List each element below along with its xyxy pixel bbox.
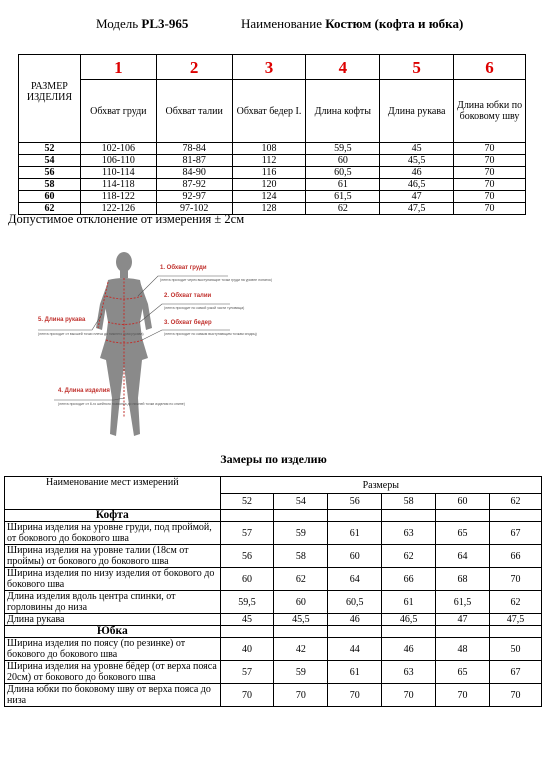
measure-value: 58	[274, 545, 328, 568]
measure-value: 45,5	[274, 614, 328, 626]
size-row	[19, 155, 526, 167]
model-label: Модель	[96, 16, 139, 31]
value-cell: 81-87	[156, 155, 232, 167]
value-cell: 46	[380, 167, 454, 179]
col-number: 5	[380, 55, 454, 80]
value-cell: 120	[232, 179, 306, 191]
measure-row	[5, 522, 542, 545]
measure-value: 40	[220, 638, 274, 661]
size-row	[19, 143, 526, 155]
col-number: 2	[156, 55, 232, 80]
value-cell: 47,5	[380, 203, 454, 215]
value-cell: 60	[306, 155, 380, 167]
measure-row	[5, 591, 542, 614]
value-cell: 62	[306, 203, 380, 215]
measure-value: 60,5	[328, 591, 382, 614]
group-label: Юбка	[5, 626, 221, 638]
measurement-figure	[30, 248, 273, 444]
measure-value: 57	[220, 661, 274, 684]
name-value: Костюм (кофта и юбка)	[325, 16, 464, 31]
measure-value: 62	[274, 568, 328, 591]
measure-value: 62	[382, 545, 436, 568]
measure-value: 63	[382, 522, 436, 545]
measure-value: 46	[382, 638, 436, 661]
measure-value: 47,5	[490, 614, 542, 626]
measure-value: 60	[274, 591, 328, 614]
col-number: 6	[454, 55, 526, 80]
measure-value: 59	[274, 661, 328, 684]
measure-row	[5, 661, 542, 684]
measure-row	[5, 614, 542, 626]
measure-value: 56	[220, 545, 274, 568]
value-cell: 114-118	[80, 179, 156, 191]
empty-cell	[436, 626, 490, 638]
group-label: Кофта	[5, 510, 221, 522]
label-length: 4. Длина изделия	[58, 388, 110, 394]
measure-value: 65	[436, 522, 490, 545]
measure-value: 60	[220, 568, 274, 591]
measure-value: 66	[382, 568, 436, 591]
value-cell: 45	[380, 143, 454, 155]
value-cell: 70	[454, 203, 526, 215]
label-waist-note: (лента проходит по самой узкой части туловища)	[164, 306, 245, 310]
measure-value: 44	[328, 638, 382, 661]
size-cell: 60	[19, 191, 81, 203]
name-label: Наименование	[241, 16, 322, 31]
measure-name-header-text: Наименование мест измерений	[46, 477, 179, 488]
col-header: Обхват бедер I.	[232, 80, 306, 143]
value-cell: 110-114	[80, 167, 156, 179]
size-header: 62	[490, 494, 542, 510]
col-header: Длина юбки по боковому шву	[454, 80, 526, 143]
measure-name: Ширина изделия по низу изделия от бокового до бокового шва	[5, 568, 221, 591]
size-cell: 62	[19, 203, 81, 215]
value-cell: 78-84	[156, 143, 232, 155]
size-header: 60	[436, 494, 490, 510]
measure-sizes-header: Размеры	[220, 477, 541, 494]
measure-value: 45	[220, 614, 274, 626]
size-row	[19, 191, 526, 203]
size-table	[18, 54, 526, 215]
size-cell: 56	[19, 167, 81, 179]
size-cell: 58	[19, 179, 81, 191]
measure-value: 63	[382, 661, 436, 684]
size-cell: 54	[19, 155, 81, 167]
measure-row	[5, 684, 542, 707]
measure-value: 47	[436, 614, 490, 626]
value-cell: 47	[380, 191, 454, 203]
measure-name: Длина юбки по боковому шву от верха пояса до низа	[5, 684, 221, 707]
name-line	[241, 16, 463, 32]
empty-cell	[328, 510, 382, 522]
label-length-note: (лента проходит от 6-го шейного позвонка до нижней точки изделия по спине)	[58, 402, 185, 406]
col-number: 4	[306, 55, 380, 80]
empty-cell	[436, 510, 490, 522]
empty-cell	[382, 626, 436, 638]
measure-name: Ширина изделия на уровне бёдер (от верха пояса 20см) от бокового до бокового шва	[5, 661, 221, 684]
col-header: Длина кофты	[306, 80, 380, 143]
size-row	[19, 179, 526, 191]
measure-value: 66	[490, 545, 542, 568]
measure-value: 61	[382, 591, 436, 614]
measure-name: Длина изделия вдоль центра спинки, от горловины до низа	[5, 591, 221, 614]
empty-cell	[220, 626, 274, 638]
label-sleeve-note: (лента проходит от высшей точки плеча до нижнего края рукава)	[38, 332, 144, 336]
value-cell: 122-126	[80, 203, 156, 215]
value-cell: 70	[454, 155, 526, 167]
measure-value: 61	[328, 661, 382, 684]
empty-cell	[490, 626, 542, 638]
measure-value: 68	[436, 568, 490, 591]
size-corner-header	[19, 55, 81, 143]
col-number: 1	[80, 55, 156, 80]
value-cell: 102-106	[80, 143, 156, 155]
value-cell: 92-97	[156, 191, 232, 203]
label-chest: 1. Обхват груди	[160, 265, 207, 271]
empty-cell	[382, 510, 436, 522]
measure-value: 46	[328, 614, 382, 626]
group-row	[5, 510, 542, 522]
measure-value: 50	[490, 638, 542, 661]
value-cell: 108	[232, 143, 306, 155]
value-cell: 70	[454, 167, 526, 179]
measure-value: 64	[328, 568, 382, 591]
measure-value: 64	[436, 545, 490, 568]
model-line	[96, 16, 188, 32]
measure-name: Ширина изделия по поясу (по резинке) от бокового до бокового шва	[5, 638, 221, 661]
measure-value: 70	[490, 568, 542, 591]
measure-name: Ширина изделия на уровне груди, под проймой, от бокового до бокового шва	[5, 522, 221, 545]
col-header: Обхват груди	[80, 80, 156, 143]
measure-value: 42	[274, 638, 328, 661]
measure-name: Ширина изделия на уровне талии (18см от проймы) от бокового до бокового шва	[5, 545, 221, 568]
value-cell: 45,5	[380, 155, 454, 167]
measure-value: 57	[220, 522, 274, 545]
col-header: Обхват талии	[156, 80, 232, 143]
value-cell: 61	[306, 179, 380, 191]
size-header: 54	[274, 494, 328, 510]
measure-value: 59	[274, 522, 328, 545]
measure-value: 70	[328, 684, 382, 707]
model-code: PL3-965	[141, 16, 189, 31]
measure-value: 61,5	[436, 591, 490, 614]
col-header: Длина рукава	[380, 80, 454, 143]
value-cell: 70	[454, 191, 526, 203]
measure-value: 70	[382, 684, 436, 707]
size-header: 52	[220, 494, 274, 510]
measure-title: Замеры по изделию	[220, 452, 327, 466]
group-row	[5, 626, 542, 638]
empty-cell	[274, 626, 328, 638]
empty-cell	[220, 510, 274, 522]
value-cell: 70	[454, 179, 526, 191]
value-cell: 60,5	[306, 167, 380, 179]
label-sleeve: 5. Длина рукава	[38, 317, 86, 323]
col-number: 3	[232, 55, 306, 80]
measure-value: 61	[328, 522, 382, 545]
tolerance-note: Допустимое отклонение от измерения ± 2см	[8, 212, 245, 226]
measure-value: 60	[328, 545, 382, 568]
measure-row	[5, 545, 542, 568]
label-hips: 3. Обхват бедер	[164, 320, 212, 326]
value-cell: 128	[232, 203, 306, 215]
measure-name: Длина рукава	[5, 614, 221, 626]
size-row	[19, 167, 526, 179]
value-cell: 112	[232, 155, 306, 167]
empty-cell	[328, 626, 382, 638]
value-cell: 59,5	[306, 143, 380, 155]
measure-value: 70	[220, 684, 274, 707]
value-cell: 70	[454, 143, 526, 155]
value-cell: 61,5	[306, 191, 380, 203]
value-cell: 116	[232, 167, 306, 179]
measure-value: 46,5	[382, 614, 436, 626]
measure-row	[5, 638, 542, 661]
value-cell: 46,5	[380, 179, 454, 191]
measure-value: 48	[436, 638, 490, 661]
size-header: 56	[328, 494, 382, 510]
size-corner-text: РАЗМЕР ИЗДЕЛИЯ	[26, 81, 73, 103]
measure-table	[4, 476, 542, 707]
label-chest-note: (лента проходит через выступающие точки груди на уровне лопаток)	[160, 278, 273, 282]
size-cell: 52	[19, 143, 81, 155]
value-cell: 124	[232, 191, 306, 203]
measure-row	[5, 568, 542, 591]
size-header: 58	[382, 494, 436, 510]
measure-name-header	[5, 477, 221, 510]
label-waist: 2. Обхват талии	[164, 293, 212, 299]
value-cell: 84-90	[156, 167, 232, 179]
measure-value: 70	[274, 684, 328, 707]
value-cell: 106-110	[80, 155, 156, 167]
measure-value: 67	[490, 522, 542, 545]
measure-value: 67	[490, 661, 542, 684]
measure-value: 70	[490, 684, 542, 707]
label-hips-note: (лента проходит по самым выступающим точкам ягодиц)	[164, 332, 257, 336]
value-cell: 118-122	[80, 191, 156, 203]
empty-cell	[274, 510, 328, 522]
measure-value: 65	[436, 661, 490, 684]
measure-value: 59,5	[220, 591, 274, 614]
value-cell: 87-92	[156, 179, 232, 191]
measure-value: 70	[436, 684, 490, 707]
value-cell: 97-102	[156, 203, 232, 215]
empty-cell	[490, 510, 542, 522]
measure-value: 62	[490, 591, 542, 614]
